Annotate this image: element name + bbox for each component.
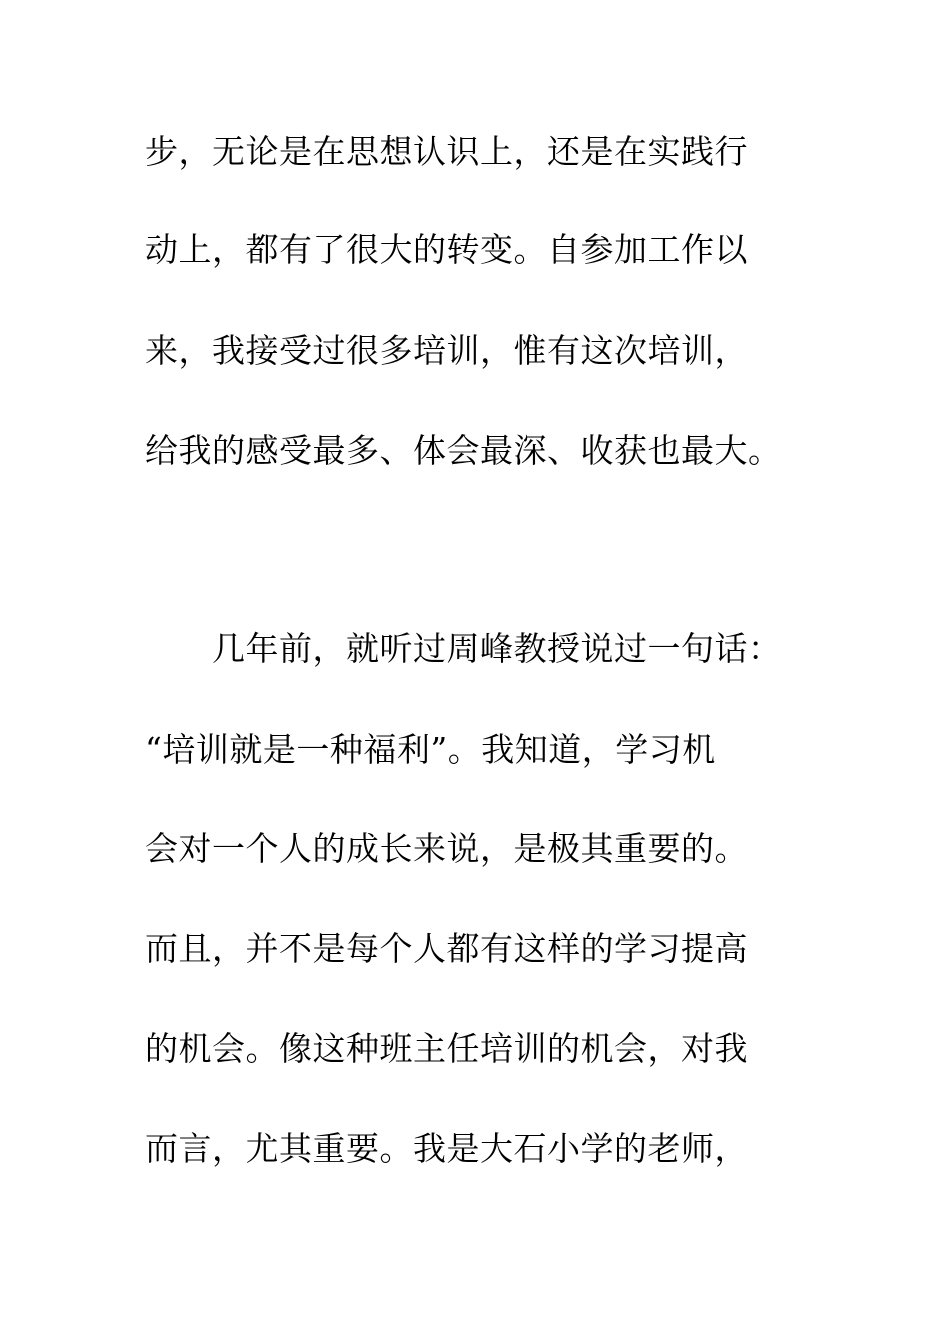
- text-line: 的机会。像这种班主任培训的机会，对我: [145, 1029, 748, 1068]
- text-line: 而且，并不是每个人都有这样的学习提高: [145, 929, 748, 968]
- text-line: 步，无论是在思想认识上，还是在实践行: [145, 132, 748, 171]
- text-line: 而言，尤其重要。我是大石小学的老师，: [145, 1129, 748, 1168]
- text-line: 来，我接受过很多培训，惟有这次培训，: [145, 331, 748, 370]
- text-line: “培训就是一种福利”。我知道，学习机: [145, 730, 716, 769]
- text-line: 给我的感受最多、体会最深、收获也最大。: [145, 431, 782, 470]
- text-line: 几年前，就听过周峰教授说过一句话：: [145, 629, 782, 668]
- text-line: 会对一个人的成长来说，是极其重要的。: [145, 829, 748, 868]
- text-line: 动上，都有了很大的转变。自参加工作以: [145, 230, 748, 269]
